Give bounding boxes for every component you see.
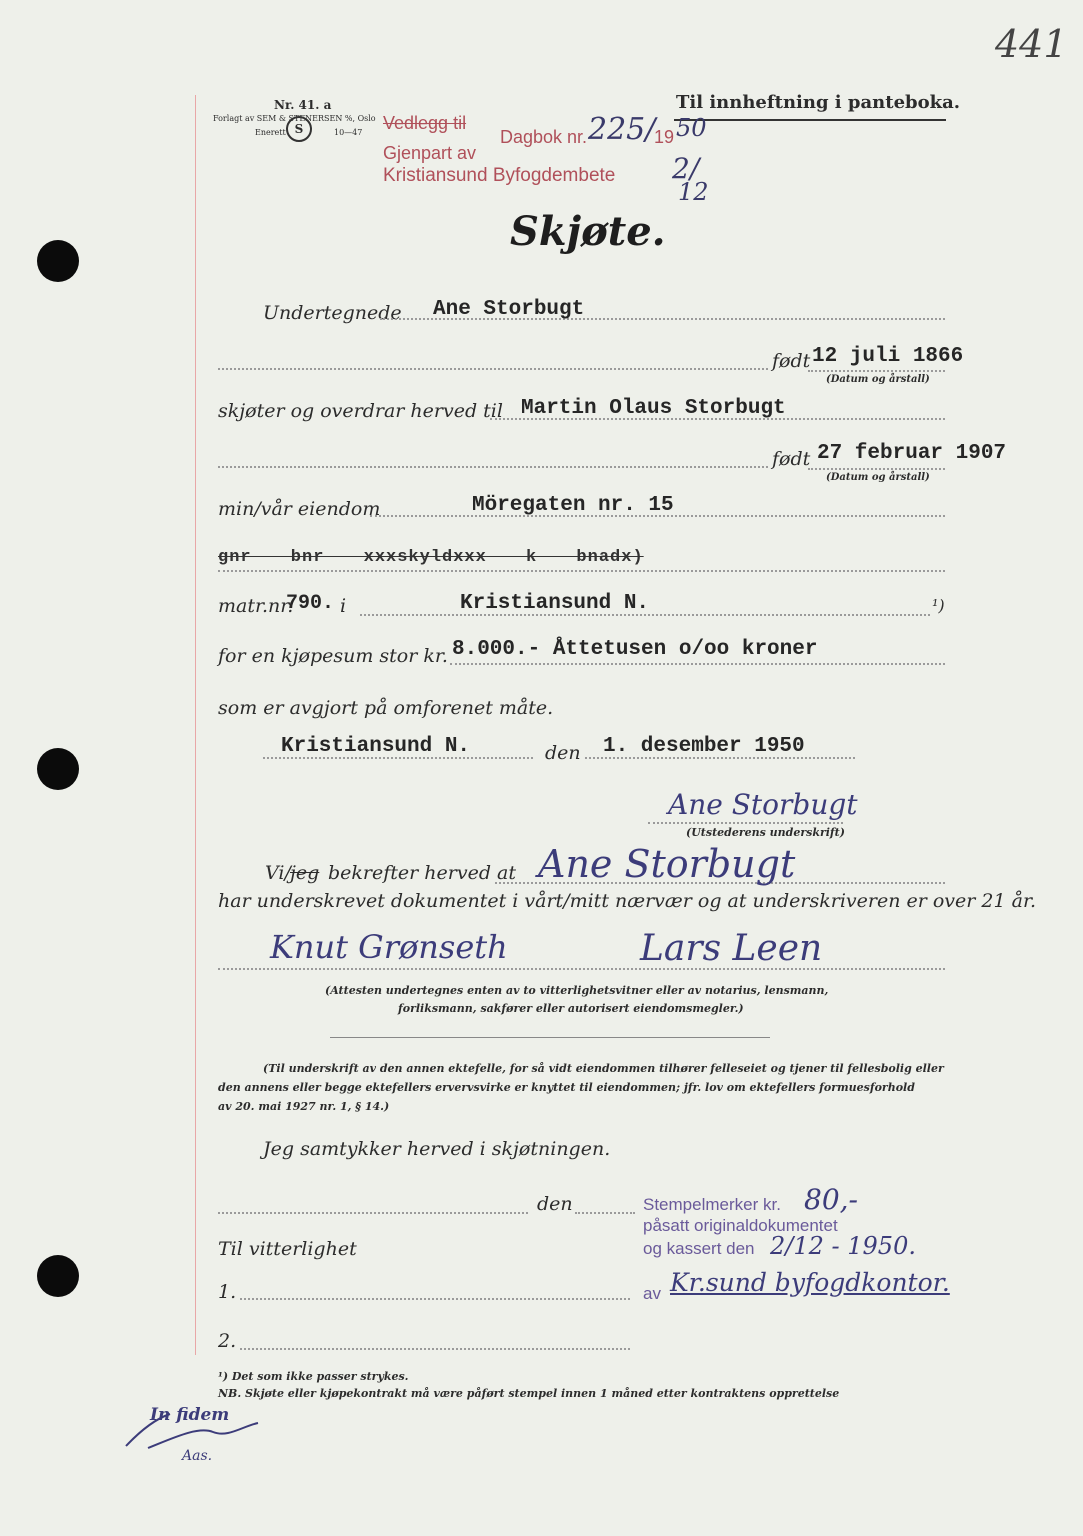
witness-signature-line — [218, 968, 945, 970]
stamp-date-month: 12 — [678, 178, 709, 206]
binder-hole-top — [37, 240, 79, 282]
section-divider — [330, 1037, 770, 1038]
stamp-line3: Kristiansund Byfogdembete — [383, 165, 616, 186]
page-number: 441 — [995, 22, 1068, 66]
settled-text: som er avgjort på omforenet måte. — [218, 697, 554, 719]
grantee-name: Martin Olaus Storbugt — [521, 397, 786, 420]
witness-1-number: 1. — [218, 1281, 237, 1303]
sign-den-label: den — [545, 742, 581, 764]
header-rule — [674, 119, 946, 121]
price-line — [450, 663, 945, 665]
municipality: Kristiansund N. — [460, 592, 650, 615]
spouse-consent: Jeg samtykker herved i skjøtningen. — [263, 1138, 611, 1160]
vi-struck: jeg — [290, 862, 320, 884]
stamp-year-prefix: 19 — [654, 127, 675, 147]
price-label: for en kjøpesum stor kr. — [218, 645, 448, 667]
grantee-dob: 27 februar 1907 — [817, 442, 1007, 465]
spouse-note-2: den annens eller begge ektefellers ervervsvirke er knyttet til eiendommen; jfr. lov om ektefellers formuesforhold — [218, 1081, 915, 1094]
binder-hole-middle — [37, 748, 79, 790]
corner-note-1: In fidem — [150, 1405, 230, 1425]
witness-1-line — [240, 1298, 630, 1300]
document-title: Skjøte. — [510, 208, 666, 255]
corner-note-2: Aas. — [182, 1448, 213, 1464]
form-edition: 10—47 — [334, 128, 363, 137]
stamp-dagbok-label: Dagbok nr. — [500, 127, 588, 147]
struck-gnr-line: gnr bnr xxxskyldxxx k bnadx) — [218, 548, 644, 567]
spouse-note-3: av 20. mai 1927 nr. 1, § 14.) — [218, 1100, 390, 1113]
stamp-struck-line: Vedlegg til — [383, 113, 467, 133]
witness-2-line — [240, 1348, 630, 1350]
nb-note: NB. Skjøte eller kjøpekontrakt må være påført stempel innen 1 måned etter kontraktens opprettelse — [218, 1387, 840, 1400]
binder-hole-bottom — [37, 1255, 79, 1297]
footnote-mark: ¹) — [932, 596, 945, 615]
footnote: ¹) Det som ikke passer strykes. — [218, 1370, 409, 1383]
grantee-dob-hint: (Datum og årstall) — [826, 472, 930, 483]
stamp-duty-line3: og kassert den — [643, 1239, 755, 1258]
form-rights: Enerett — [255, 128, 286, 137]
confirm-text: bekrefter herved at — [328, 862, 516, 884]
gnr-line — [218, 570, 945, 572]
grantor-dob-line — [808, 370, 945, 372]
grantor-fodt-label: født — [772, 350, 811, 372]
attestation-caption-2: forliksmann, sakfører eller autorisert eiendomsmegler.) — [398, 1002, 744, 1015]
stamp-duty-line2: påsatt originaldokumentet — [643, 1216, 838, 1235]
stamp-date-day: 2/ — [672, 152, 700, 185]
stamp-dagbok-number: 225/ — [588, 112, 656, 147]
witness2-signature: Lars Leen — [640, 928, 823, 969]
corner-signature-scribble — [118, 1408, 268, 1458]
spouse-den-label: den — [537, 1193, 573, 1215]
witness-2-number: 2. — [218, 1330, 237, 1352]
attestation-caption-1: (Attesten undertegnes enten av to vitterlighetsvitner eller av notarius, lensmann, — [325, 984, 829, 997]
stamp-duty-line1: Stempelmerker kr. — [643, 1195, 781, 1214]
spouse-line — [218, 1212, 528, 1214]
grantor-signature-line — [648, 822, 843, 824]
stamp-duty-date: 2/12 - 1950. — [770, 1232, 916, 1260]
stamp-duty-office: Kr.sund byfogdkontor. — [670, 1268, 950, 1297]
vi-prefix: Vi/ — [265, 862, 291, 884]
stamp-duty-by-label: av — [643, 1284, 661, 1303]
grantor-signature: Ane Storbugt — [668, 788, 858, 821]
spouse-note-1: (Til underskrift av den annen ektefelle, for så vidt eiendommen tilhører felleseiet og tjener til fellesbolig eller — [263, 1062, 944, 1075]
grantor-dob-hint: (Datum og årstall) — [826, 374, 930, 385]
stamp-duty-amount: 80,- — [804, 1183, 858, 1216]
price-value: 8.000.- Åttetusen o/oo kroner — [452, 638, 818, 661]
sign-date: 1. desember 1950 — [603, 735, 805, 758]
form-number: Nr. 41. a — [274, 98, 332, 112]
matr-label: matr.nr. — [218, 595, 294, 617]
witness1-signature: Knut Grønseth — [270, 928, 508, 966]
grantee-dob-line — [808, 468, 945, 470]
grantee-extra-line — [218, 466, 768, 468]
witnesses-label: Til vitterlighet — [218, 1238, 357, 1260]
witnessed-signature: Ane Storbugt — [538, 842, 796, 886]
property-name: Möregaten nr. 15 — [472, 494, 674, 517]
form-publisher: Forlagt av SEM & STENERSEN %, Oslo — [213, 114, 376, 123]
publisher-logo: S — [286, 116, 312, 142]
undertegnede-label: Undertegnede — [263, 302, 402, 324]
sign-place: Kristiansund N. — [281, 735, 471, 758]
stamp-line2: Gjenpart av — [383, 143, 477, 163]
grantor-dob: 12 juli 1866 — [812, 345, 964, 368]
signer-caption: (Utstederens underskrift) — [686, 826, 845, 839]
grantor-extra-line — [218, 368, 768, 370]
grantee-fodt-label: født — [772, 448, 811, 470]
attestation-body: har underskrevet dokumentet i vårt/mitt nærvær og at underskriveren er over 21 år. — [218, 890, 1036, 912]
grantor-name: Ane Storbugt — [433, 298, 585, 321]
header-right: Til innheftning i panteboka. — [676, 92, 961, 113]
property-label: min/vår eiendom — [218, 498, 381, 520]
matr-number: 790. — [286, 592, 335, 615]
spouse-date-line — [575, 1212, 635, 1214]
matr-i: i — [340, 595, 347, 617]
transfer-label: skjøter og overdrar herved til — [218, 400, 503, 422]
margin-line — [195, 95, 196, 1355]
stamp-year-suffix: 50 — [676, 114, 707, 142]
